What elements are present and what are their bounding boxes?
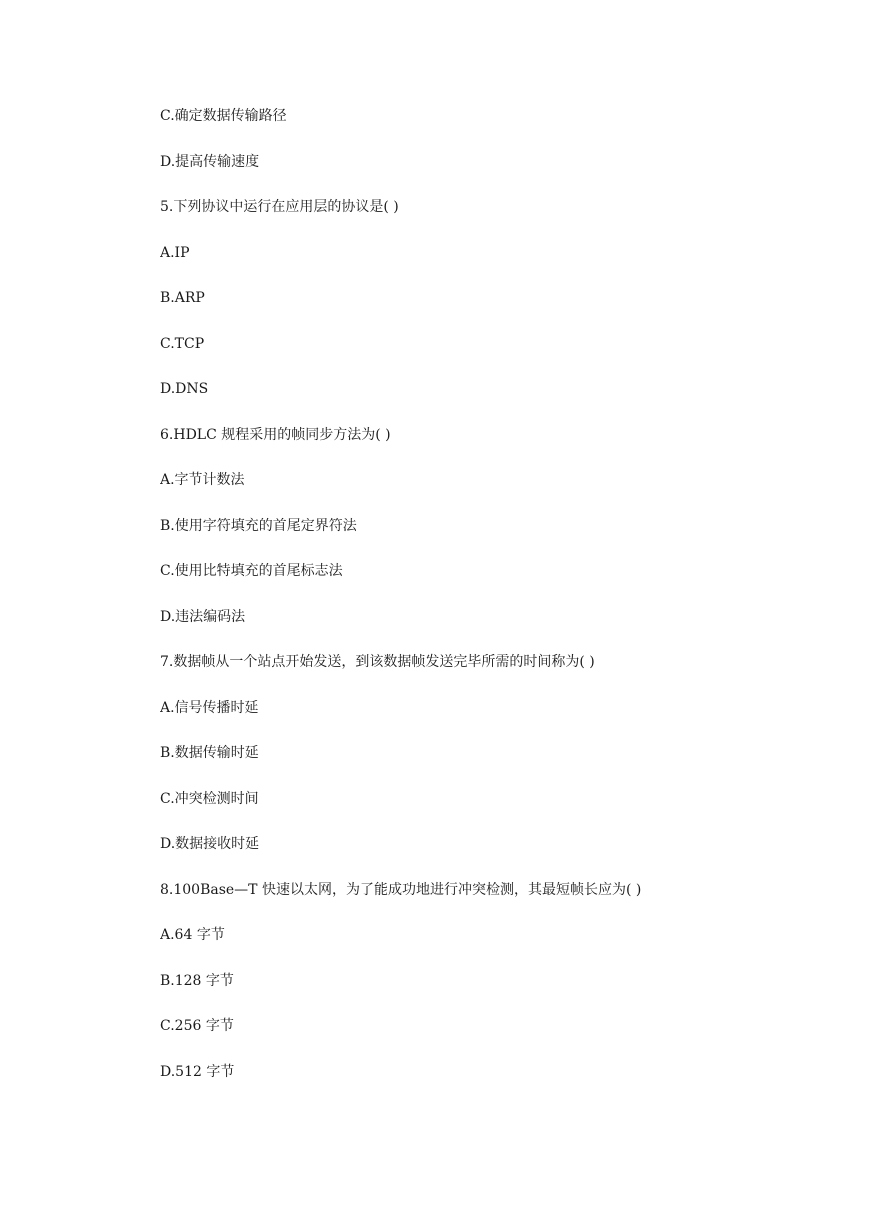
option-d-q5: D.DNS bbox=[160, 381, 209, 397]
option-d-q7: D.数据接收时延 bbox=[160, 836, 260, 852]
option-a-q7: A.信号传播时延 bbox=[160, 699, 259, 716]
option-d-q6: D.违法编码法 bbox=[160, 608, 246, 625]
option-a-q6: A.字节计数法 bbox=[160, 472, 245, 488]
option-b-q7: B.数据传输时延 bbox=[160, 745, 259, 761]
question-8: 8.100Base—T 快速以太网，为了能成功地进行冲突检测，其最短帧长应为( ) bbox=[160, 881, 642, 898]
document-content bbox=[160, 104, 820, 1105]
option-b-q8: B.128 字节 bbox=[160, 972, 234, 989]
option-c-q8: C.256 字节 bbox=[160, 1018, 234, 1034]
question-6: 6.HDLC 规程采用的帧同步方法为( ) bbox=[160, 426, 391, 443]
option-a-q5: A.IP bbox=[160, 244, 190, 261]
option-b-q5: B.ARP bbox=[160, 290, 205, 306]
option-c-q6: C.使用比特填充的首尾标志法 bbox=[160, 563, 343, 579]
option-c-q5: C.TCP bbox=[160, 335, 205, 352]
option-c-q4: C.确定数据传输路径 bbox=[160, 108, 287, 124]
option-d-q8: D.512 字节 bbox=[160, 1063, 235, 1080]
question-7: 7.数据帧从一个站点开始发送，到该数据帧发送完毕所需的时间称为( ) bbox=[160, 654, 595, 670]
option-c-q7: C.冲突检测时间 bbox=[160, 790, 259, 807]
option-b-q6: B.使用字符填充的首尾定界符法 bbox=[160, 517, 357, 534]
option-d-q4: D.提高传输速度 bbox=[160, 153, 260, 170]
option-a-q8: A.64 字节 bbox=[160, 927, 225, 943]
question-5: 5.下列协议中运行在应用层的协议是( ) bbox=[160, 199, 399, 215]
